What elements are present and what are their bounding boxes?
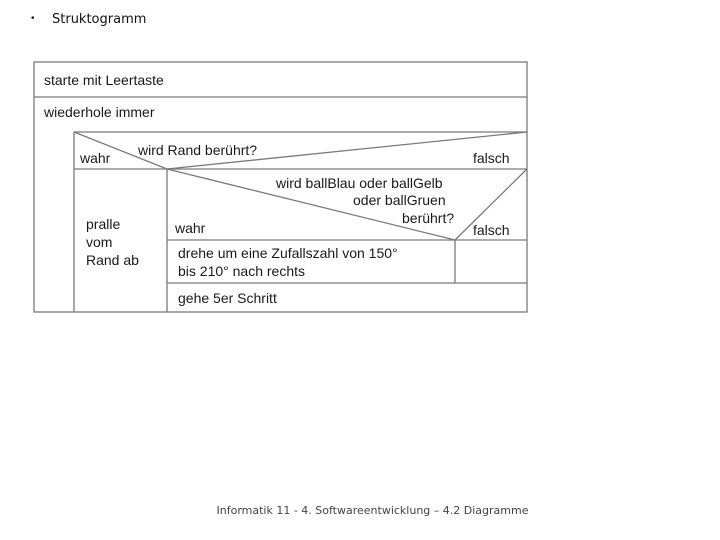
start-block: starte mit Leertaste	[44, 72, 164, 88]
move-block: gehe 5er Schritt	[178, 290, 277, 306]
bounce-line-1: pralle	[86, 216, 121, 232]
inner-condition-line-1: wird ballBlau oder ballGelb	[276, 175, 443, 191]
bounce-line-3: Rand ab	[86, 252, 139, 268]
turn-line-1: drehe um eine Zufallszahl von 150°	[178, 245, 398, 261]
outer-condition-label: wird Rand berührt?	[138, 142, 258, 158]
inner-condition-line-3: berührt?	[402, 210, 455, 226]
inner-false-label: falsch	[473, 222, 510, 238]
outer-false-label: falsch	[473, 150, 510, 166]
slide-footer: Informatik 11 - 4. Softwareentwicklung – 4.2 Diagramme	[216, 504, 529, 517]
inner-condition-line-2: oder ballGruen	[353, 192, 446, 208]
bullet-marker: •	[31, 13, 35, 24]
loop-block: wiederhole immer	[44, 104, 155, 120]
slide-heading: Struktogramm	[52, 12, 147, 27]
turn-line-2: bis 210° nach rechts	[178, 263, 306, 279]
bounce-line-2: vom	[86, 234, 113, 250]
inner-true-label: wahr	[175, 220, 206, 236]
outer-true-label: wahr	[80, 150, 111, 166]
